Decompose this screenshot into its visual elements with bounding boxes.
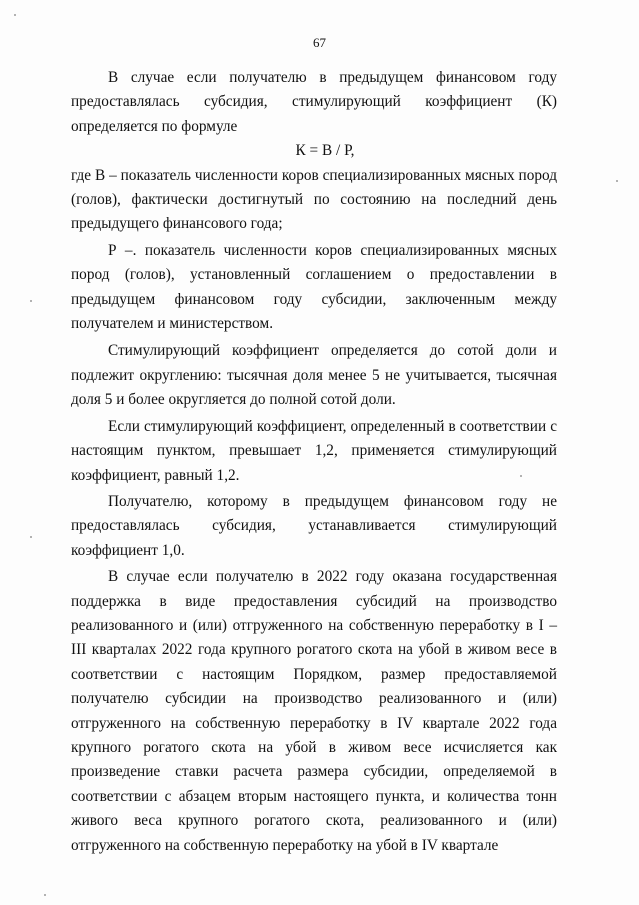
document-body bbox=[71, 66, 557, 858]
paragraph-coefficient-cap: Если стимулирующий коэффициент, определенный в соответствии с настоящим пунктом, превышает 1,2, применяется стимулирующий коэффициент, равный 1,2. bbox=[71, 417, 557, 484]
scan-speck bbox=[30, 536, 32, 538]
paragraph-definition-p: Р –. показатель численности коров специализированных мясных пород (голов), установленный соглашением о предоставлении в предыдущем финансовом году субсидии, заключенным между получателем и министерством. bbox=[71, 241, 557, 333]
paragraph-2022-support: В случае если получателю в 2022 году оказана государственная поддержка в виде предоставления субсидий на производство реализованного и (или) отгруженного на собственную переработку в I – III кварталах 2022 года крупного рогатого скота на убой в живом весе в соответствии с настоящим Порядком, размер предоставляемой получателю субсидии на производство реализованного и (или) отгруженного на собственную переработку в IV квартале 2022 года крупного рогатого скота на убой в живом весе исчисляется как произведение ставки расчета размера субсидии, определяемой в соответствии с абзацем вторым настоящего пункта, и количества тонн живого веса крупного рогатого скота, реализованного и (или) отгруженного на собственную переработку на убой в IV квартале bbox=[71, 568, 557, 854]
paragraph-default-coefficient: Получателю, которому в предыдущем финансовом году не предоставлялась субсидия, устанавливается стимулирующий коэффициент 1,0. bbox=[71, 492, 557, 559]
scan-speck bbox=[30, 300, 32, 302]
scan-speck bbox=[616, 180, 618, 182]
paragraph-definition-b: где В – показатель численности коров специализированных мясных пород (голов), фактически достигнутый по состоянию на последний день предыдущего финансового года; bbox=[71, 166, 557, 233]
scan-speck bbox=[520, 475, 522, 477]
paragraph-condition-subsidy: В случае если получателю в предыдущем финансовом году предоставлялась субсидия, стимулирующий коэффициент (К) определяется по формуле bbox=[71, 69, 557, 135]
formula-k: К = В / Р, bbox=[295, 142, 355, 160]
paragraph-rounding-rule: Стимулирующий коэффициент определяется до сотой доли и подлежит округлению: тысячная доля менее 5 не учитывается, тысячная доля 5 и более округляется до полной сотой доли. bbox=[71, 342, 557, 409]
scan-speck bbox=[14, 14, 16, 16]
page-number: 67 bbox=[313, 35, 326, 50]
scan-speck bbox=[44, 894, 46, 896]
